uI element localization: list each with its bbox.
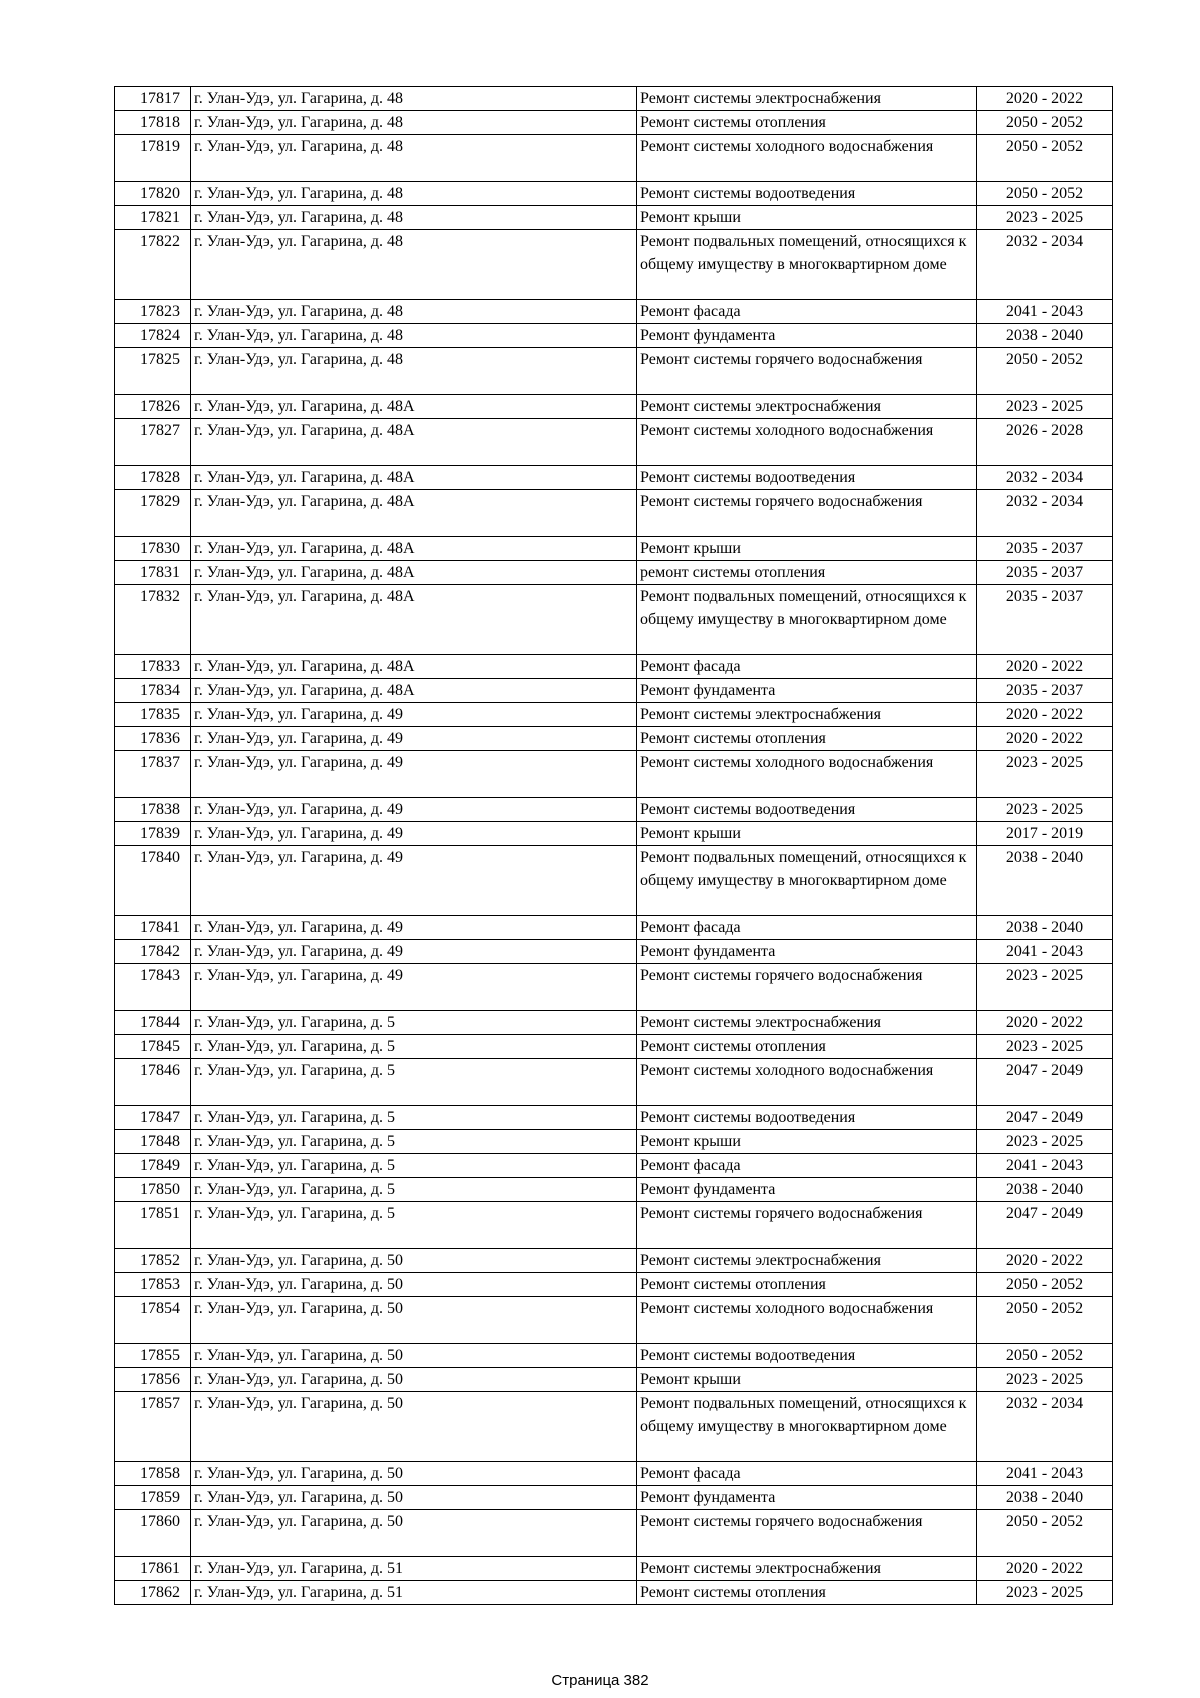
address-cell: г. Улан-Удэ, ул. Гагарина, д. 5	[191, 1106, 637, 1130]
period-cell: 2035 - 2037	[977, 585, 1113, 655]
row-number-cell: 17856	[115, 1368, 191, 1392]
period-cell: 2020 - 2022	[977, 1011, 1113, 1035]
table-row	[115, 1368, 1113, 1392]
work-type-cell: Ремонт фасада	[637, 300, 977, 324]
work-type-cell: Ремонт крыши	[637, 537, 977, 561]
address-cell: г. Улан-Удэ, ул. Гагарина, д. 48	[191, 182, 637, 206]
row-number-cell: 17848	[115, 1130, 191, 1154]
address-cell: г. Улан-Удэ, ул. Гагарина, д. 48А	[191, 419, 637, 466]
work-type-cell: Ремонт системы горячего водоснабжения	[637, 1510, 977, 1557]
row-number-cell: 17823	[115, 300, 191, 324]
period-cell: 2023 - 2025	[977, 1035, 1113, 1059]
address-cell: г. Улан-Удэ, ул. Гагарина, д. 49	[191, 964, 637, 1011]
work-type-cell: ремонт системы отопления	[637, 561, 977, 585]
work-type-cell: Ремонт фундамента	[637, 679, 977, 703]
address-cell: г. Улан-Удэ, ул. Гагарина, д. 50	[191, 1392, 637, 1462]
table-row	[115, 822, 1113, 846]
table-row	[115, 1106, 1113, 1130]
work-type-cell: Ремонт системы отопления	[637, 111, 977, 135]
address-cell: г. Улан-Удэ, ул. Гагарина, д. 5	[191, 1059, 637, 1106]
address-cell: г. Улан-Удэ, ул. Гагарина, д. 5	[191, 1035, 637, 1059]
work-type-cell: Ремонт системы горячего водоснабжения	[637, 490, 977, 537]
period-cell: 2023 - 2025	[977, 964, 1113, 1011]
table-row	[115, 679, 1113, 703]
period-cell: 2020 - 2022	[977, 87, 1113, 111]
row-number-cell: 17853	[115, 1273, 191, 1297]
repair-schedule-table	[114, 86, 1113, 1605]
period-cell: 2020 - 2022	[977, 727, 1113, 751]
row-number-cell: 17852	[115, 1249, 191, 1273]
table-row	[115, 846, 1113, 916]
period-cell: 2050 - 2052	[977, 1297, 1113, 1344]
table-row	[115, 1011, 1113, 1035]
work-type-cell: Ремонт системы водоотведения	[637, 798, 977, 822]
table-row	[115, 300, 1113, 324]
work-type-cell: Ремонт системы отопления	[637, 1273, 977, 1297]
address-cell: г. Улан-Удэ, ул. Гагарина, д. 48	[191, 230, 637, 300]
table-row	[115, 1581, 1113, 1605]
row-number-cell: 17846	[115, 1059, 191, 1106]
period-cell: 2050 - 2052	[977, 111, 1113, 135]
period-cell: 2041 - 2043	[977, 1154, 1113, 1178]
period-cell: 2035 - 2037	[977, 561, 1113, 585]
row-number-cell: 17844	[115, 1011, 191, 1035]
period-cell: 2050 - 2052	[977, 348, 1113, 395]
work-type-cell: Ремонт фундамента	[637, 1178, 977, 1202]
period-cell: 2050 - 2052	[977, 1510, 1113, 1557]
row-number-cell: 17836	[115, 727, 191, 751]
work-type-cell: Ремонт системы отопления	[637, 727, 977, 751]
row-number-cell: 17832	[115, 585, 191, 655]
table-row	[115, 655, 1113, 679]
period-cell: 2026 - 2028	[977, 419, 1113, 466]
row-number-cell: 17857	[115, 1392, 191, 1462]
table-row	[115, 1130, 1113, 1154]
row-number-cell: 17842	[115, 940, 191, 964]
table-row	[115, 230, 1113, 300]
work-type-cell: Ремонт подвальных помещений, относящихся к общему имуществу в многоквартирном доме	[637, 230, 977, 300]
address-cell: г. Улан-Удэ, ул. Гагарина, д. 49	[191, 916, 637, 940]
address-cell: г. Улан-Удэ, ул. Гагарина, д. 49	[191, 703, 637, 727]
address-cell: г. Улан-Удэ, ул. Гагарина, д. 49	[191, 940, 637, 964]
table-row	[115, 466, 1113, 490]
work-type-cell: Ремонт фасада	[637, 1154, 977, 1178]
table-row	[115, 1557, 1113, 1581]
period-cell: 2032 - 2034	[977, 230, 1113, 300]
address-cell: г. Улан-Удэ, ул. Гагарина, д. 49	[191, 822, 637, 846]
table-row	[115, 940, 1113, 964]
period-cell: 2017 - 2019	[977, 822, 1113, 846]
address-cell: г. Улан-Удэ, ул. Гагарина, д. 48А	[191, 466, 637, 490]
row-number-cell: 17843	[115, 964, 191, 1011]
row-number-cell: 17837	[115, 751, 191, 798]
address-cell: г. Улан-Удэ, ул. Гагарина, д. 50	[191, 1249, 637, 1273]
address-cell: г. Улан-Удэ, ул. Гагарина, д. 48	[191, 324, 637, 348]
address-cell: г. Улан-Удэ, ул. Гагарина, д. 48	[191, 135, 637, 182]
address-cell: г. Улан-Удэ, ул. Гагарина, д. 48А	[191, 561, 637, 585]
period-cell: 2020 - 2022	[977, 655, 1113, 679]
table-row	[115, 111, 1113, 135]
address-cell: г. Улан-Удэ, ул. Гагарина, д. 48	[191, 348, 637, 395]
period-cell: 2032 - 2034	[977, 490, 1113, 537]
row-number-cell: 17829	[115, 490, 191, 537]
period-cell: 2047 - 2049	[977, 1202, 1113, 1249]
work-type-cell: Ремонт подвальных помещений, относящихся к общему имуществу в многоквартирном доме	[637, 846, 977, 916]
work-type-cell: Ремонт фундамента	[637, 940, 977, 964]
period-cell: 2023 - 2025	[977, 1581, 1113, 1605]
row-number-cell: 17833	[115, 655, 191, 679]
address-cell: г. Улан-Удэ, ул. Гагарина, д. 50	[191, 1486, 637, 1510]
period-cell: 2050 - 2052	[977, 1344, 1113, 1368]
table-row	[115, 1035, 1113, 1059]
address-cell: г. Улан-Удэ, ул. Гагарина, д. 5	[191, 1011, 637, 1035]
row-number-cell: 17830	[115, 537, 191, 561]
row-number-cell: 17854	[115, 1297, 191, 1344]
row-number-cell: 17847	[115, 1106, 191, 1130]
row-number-cell: 17834	[115, 679, 191, 703]
work-type-cell: Ремонт системы электроснабжения	[637, 1011, 977, 1035]
work-type-cell: Ремонт системы горячего водоснабжения	[637, 348, 977, 395]
work-type-cell: Ремонт системы холодного водоснабжения	[637, 1059, 977, 1106]
row-number-cell: 17859	[115, 1486, 191, 1510]
address-cell: г. Улан-Удэ, ул. Гагарина, д. 50	[191, 1510, 637, 1557]
address-cell: г. Улан-Удэ, ул. Гагарина, д. 48	[191, 300, 637, 324]
address-cell: г. Улан-Удэ, ул. Гагарина, д. 51	[191, 1581, 637, 1605]
address-cell: г. Улан-Удэ, ул. Гагарина, д. 48	[191, 206, 637, 230]
table-row	[115, 87, 1113, 111]
period-cell: 2023 - 2025	[977, 206, 1113, 230]
address-cell: г. Улан-Удэ, ул. Гагарина, д. 5	[191, 1202, 637, 1249]
work-type-cell: Ремонт системы электроснабжения	[637, 703, 977, 727]
period-cell: 2020 - 2022	[977, 1249, 1113, 1273]
table-row	[115, 537, 1113, 561]
work-type-cell: Ремонт системы холодного водоснабжения	[637, 1297, 977, 1344]
table-row	[115, 1510, 1113, 1557]
table-row	[115, 1154, 1113, 1178]
address-cell: г. Улан-Удэ, ул. Гагарина, д. 48А	[191, 585, 637, 655]
address-cell: г. Улан-Удэ, ул. Гагарина, д. 48А	[191, 490, 637, 537]
work-type-cell: Ремонт системы горячего водоснабжения	[637, 964, 977, 1011]
row-number-cell: 17858	[115, 1462, 191, 1486]
table-row	[115, 490, 1113, 537]
work-type-cell: Ремонт системы горячего водоснабжения	[637, 1202, 977, 1249]
table-row	[115, 206, 1113, 230]
address-cell: г. Улан-Удэ, ул. Гагарина, д. 51	[191, 1557, 637, 1581]
work-type-cell: Ремонт системы холодного водоснабжения	[637, 751, 977, 798]
address-cell: г. Улан-Удэ, ул. Гагарина, д. 49	[191, 846, 637, 916]
period-cell: 2032 - 2034	[977, 466, 1113, 490]
period-cell: 2038 - 2040	[977, 846, 1113, 916]
row-number-cell: 17819	[115, 135, 191, 182]
period-cell: 2035 - 2037	[977, 537, 1113, 561]
period-cell: 2023 - 2025	[977, 798, 1113, 822]
work-type-cell: Ремонт подвальных помещений, относящихся к общему имуществу в многоквартирном доме	[637, 1392, 977, 1462]
address-cell: г. Улан-Удэ, ул. Гагарина, д. 50	[191, 1297, 637, 1344]
row-number-cell: 17839	[115, 822, 191, 846]
work-type-cell: Ремонт системы электроснабжения	[637, 87, 977, 111]
row-number-cell: 17835	[115, 703, 191, 727]
row-number-cell: 17851	[115, 1202, 191, 1249]
table-row	[115, 419, 1113, 466]
row-number-cell: 17831	[115, 561, 191, 585]
address-cell: г. Улан-Удэ, ул. Гагарина, д. 5	[191, 1154, 637, 1178]
table-row	[115, 1392, 1113, 1462]
row-number-cell: 17825	[115, 348, 191, 395]
period-cell: 2023 - 2025	[977, 1130, 1113, 1154]
table-row	[115, 916, 1113, 940]
address-cell: г. Улан-Удэ, ул. Гагарина, д. 48А	[191, 537, 637, 561]
table-row	[115, 1059, 1113, 1106]
table-row	[115, 964, 1113, 1011]
period-cell: 2038 - 2040	[977, 916, 1113, 940]
work-type-cell: Ремонт крыши	[637, 206, 977, 230]
work-type-cell: Ремонт системы холодного водоснабжения	[637, 419, 977, 466]
period-cell: 2038 - 2040	[977, 1486, 1113, 1510]
work-type-cell: Ремонт фундамента	[637, 1486, 977, 1510]
row-number-cell: 17862	[115, 1581, 191, 1605]
work-type-cell: Ремонт системы электроснабжения	[637, 395, 977, 419]
period-cell: 2041 - 2043	[977, 1462, 1113, 1486]
address-cell: г. Улан-Удэ, ул. Гагарина, д. 49	[191, 727, 637, 751]
table-row	[115, 348, 1113, 395]
address-cell: г. Улан-Удэ, ул. Гагарина, д. 48А	[191, 679, 637, 703]
table-row	[115, 1462, 1113, 1486]
address-cell: г. Улан-Удэ, ул. Гагарина, д. 50	[191, 1273, 637, 1297]
table-row	[115, 1297, 1113, 1344]
period-cell: 2020 - 2022	[977, 703, 1113, 727]
table-row	[115, 182, 1113, 206]
table-row	[115, 727, 1113, 751]
period-cell: 2023 - 2025	[977, 1368, 1113, 1392]
work-type-cell: Ремонт крыши	[637, 1368, 977, 1392]
address-cell: г. Улан-Удэ, ул. Гагарина, д. 48	[191, 111, 637, 135]
row-number-cell: 17860	[115, 1510, 191, 1557]
row-number-cell: 17820	[115, 182, 191, 206]
row-number-cell: 17855	[115, 1344, 191, 1368]
work-type-cell: Ремонт системы водоотведения	[637, 1344, 977, 1368]
row-number-cell: 17821	[115, 206, 191, 230]
table-row	[115, 1344, 1113, 1368]
row-number-cell: 17841	[115, 916, 191, 940]
row-number-cell: 17824	[115, 324, 191, 348]
work-type-cell: Ремонт крыши	[637, 822, 977, 846]
row-number-cell: 17861	[115, 1557, 191, 1581]
row-number-cell: 17826	[115, 395, 191, 419]
table-row	[115, 561, 1113, 585]
address-cell: г. Улан-Удэ, ул. Гагарина, д. 50	[191, 1344, 637, 1368]
period-cell: 2050 - 2052	[977, 135, 1113, 182]
work-type-cell: Ремонт системы водоотведения	[637, 1106, 977, 1130]
row-number-cell: 17827	[115, 419, 191, 466]
row-number-cell: 17818	[115, 111, 191, 135]
row-number-cell: 17838	[115, 798, 191, 822]
period-cell: 2047 - 2049	[977, 1059, 1113, 1106]
address-cell: г. Улан-Удэ, ул. Гагарина, д. 48А	[191, 395, 637, 419]
table-row	[115, 585, 1113, 655]
address-cell: г. Улан-Удэ, ул. Гагарина, д. 5	[191, 1178, 637, 1202]
table-row	[115, 798, 1113, 822]
period-cell: 2047 - 2049	[977, 1106, 1113, 1130]
work-type-cell: Ремонт системы электроснабжения	[637, 1249, 977, 1273]
work-type-cell: Ремонт системы водоотведения	[637, 466, 977, 490]
address-cell: г. Улан-Удэ, ул. Гагарина, д. 48	[191, 87, 637, 111]
period-cell: 2032 - 2034	[977, 1392, 1113, 1462]
row-number-cell: 17817	[115, 87, 191, 111]
table-row	[115, 1178, 1113, 1202]
address-cell: г. Улан-Удэ, ул. Гагарина, д. 50	[191, 1368, 637, 1392]
period-cell: 2038 - 2040	[977, 1178, 1113, 1202]
table-row	[115, 395, 1113, 419]
period-cell: 2050 - 2052	[977, 1273, 1113, 1297]
work-type-cell: Ремонт фасада	[637, 916, 977, 940]
work-type-cell: Ремонт системы отопления	[637, 1581, 977, 1605]
row-number-cell: 17840	[115, 846, 191, 916]
work-type-cell: Ремонт подвальных помещений, относящихся к общему имуществу в многоквартирном доме	[637, 585, 977, 655]
period-cell: 2023 - 2025	[977, 395, 1113, 419]
address-cell: г. Улан-Удэ, ул. Гагарина, д. 49	[191, 751, 637, 798]
row-number-cell: 17849	[115, 1154, 191, 1178]
address-cell: г. Улан-Удэ, ул. Гагарина, д. 5	[191, 1130, 637, 1154]
table-row	[115, 751, 1113, 798]
page-number: Страница 382	[551, 1672, 649, 1689]
table-body	[115, 87, 1113, 1605]
work-type-cell: Ремонт фасада	[637, 655, 977, 679]
table-row	[115, 1202, 1113, 1249]
address-cell: г. Улан-Удэ, ул. Гагарина, д. 49	[191, 798, 637, 822]
work-type-cell: Ремонт системы водоотведения	[637, 182, 977, 206]
work-type-cell: Ремонт системы отопления	[637, 1035, 977, 1059]
address-cell: г. Улан-Удэ, ул. Гагарина, д. 48А	[191, 655, 637, 679]
table-row	[115, 703, 1113, 727]
period-cell: 2020 - 2022	[977, 1557, 1113, 1581]
work-type-cell: Ремонт фундамента	[637, 324, 977, 348]
period-cell: 2041 - 2043	[977, 940, 1113, 964]
period-cell: 2023 - 2025	[977, 751, 1113, 798]
table-row	[115, 324, 1113, 348]
work-type-cell: Ремонт крыши	[637, 1130, 977, 1154]
table-row	[115, 1249, 1113, 1273]
period-cell: 2041 - 2043	[977, 300, 1113, 324]
period-cell: 2035 - 2037	[977, 679, 1113, 703]
period-cell: 2050 - 2052	[977, 182, 1113, 206]
table-row	[115, 1273, 1113, 1297]
work-type-cell: Ремонт системы электроснабжения	[637, 1557, 977, 1581]
row-number-cell: 17850	[115, 1178, 191, 1202]
period-cell: 2038 - 2040	[977, 324, 1113, 348]
table-row	[115, 1486, 1113, 1510]
work-type-cell: Ремонт системы холодного водоснабжения	[637, 135, 977, 182]
work-type-cell: Ремонт фасада	[637, 1462, 977, 1486]
row-number-cell: 17845	[115, 1035, 191, 1059]
address-cell: г. Улан-Удэ, ул. Гагарина, д. 50	[191, 1462, 637, 1486]
table-row	[115, 135, 1113, 182]
row-number-cell: 17822	[115, 230, 191, 300]
row-number-cell: 17828	[115, 466, 191, 490]
